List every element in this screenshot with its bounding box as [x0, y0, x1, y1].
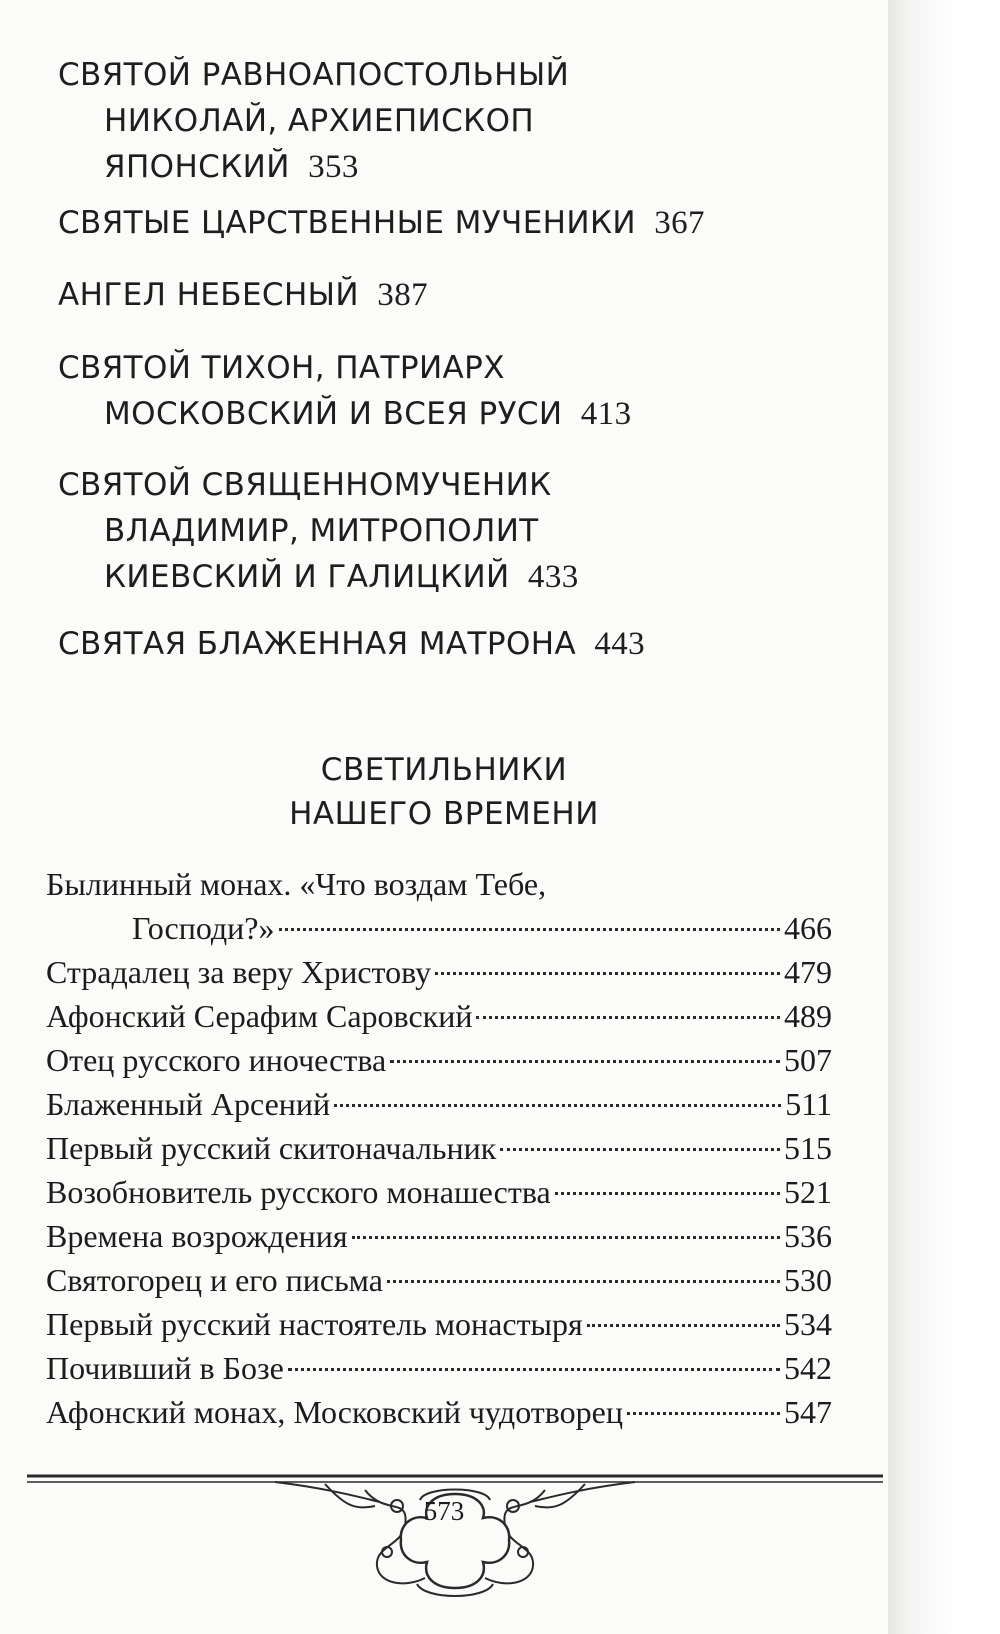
toc-entry-line — [46, 862, 832, 906]
toc-section-line: ЯПОНСКИЙ — [104, 149, 290, 185]
toc-page-number: 353 — [308, 149, 359, 185]
toc-entry-title: Святогорец и его письма — [46, 1262, 383, 1298]
page-number: 573 — [423, 1496, 465, 1526]
page-edge-shadow — [888, 0, 1000, 1634]
toc-section-line: МОСКОВСКИЙ И ВСЕЯ РУСИ — [104, 396, 563, 432]
dot-leader — [627, 1412, 780, 1415]
toc-entry-title: Господи?» — [132, 910, 275, 946]
toc-page-number: 521 — [784, 1174, 832, 1210]
toc-entry — [46, 1346, 832, 1390]
toc-section-line: СВЯТАЯ БЛАЖЕННАЯ МАТРОНА — [58, 626, 577, 662]
toc-section-line: СВЯТОЙ РАВНОАПОСТОЛЬНЫЙ — [58, 57, 570, 93]
dot-leader — [279, 928, 781, 931]
toc-section-6 — [58, 621, 838, 667]
toc-entry-title: Страдалец за веру Христову — [46, 954, 432, 990]
toc-section-3 — [58, 272, 838, 318]
toc-entry — [46, 994, 832, 1038]
dot-leader — [390, 1060, 780, 1063]
dot-leader — [352, 1236, 780, 1239]
toc-page-number: 466 — [784, 910, 832, 946]
toc-entry-title: Первый русский скитоначальник — [46, 1130, 497, 1166]
toc-page-number: 534 — [784, 1306, 832, 1342]
dot-leader — [555, 1192, 780, 1195]
toc-entry — [46, 1038, 832, 1082]
toc-entry — [46, 1214, 832, 1258]
toc-entry — [46, 1126, 832, 1170]
toc-page-number: 367 — [654, 205, 705, 241]
dot-leader — [387, 1280, 780, 1283]
dot-leader — [500, 1148, 780, 1151]
chapter-heading-line: НАШЕГО ВРЕМЕНИ — [289, 796, 599, 832]
toc-page-number: 515 — [784, 1130, 832, 1166]
toc-entry-title: Былинный монах. «Что воздам Тебе, — [46, 866, 547, 902]
toc-section-line: ВЛАДИМИР, МИТРОПОЛИТ — [104, 513, 539, 549]
chapter-heading — [0, 748, 888, 836]
toc-entry-title: Отец русского иночества — [46, 1042, 387, 1078]
toc-section-1 — [58, 52, 838, 190]
toc-section-line: КИЕВСКИЙ И ГАЛИЦКИЙ — [104, 559, 510, 595]
toc-section-5 — [58, 462, 838, 600]
toc-entries — [46, 862, 832, 1434]
toc-section-line: АНГЕЛ НЕБЕСНЫЙ — [58, 277, 360, 313]
toc-page-number: 507 — [784, 1042, 832, 1078]
toc-section-row — [58, 144, 838, 190]
toc-page-number: 542 — [784, 1350, 832, 1386]
toc-entry-title: Времена возрождения — [46, 1218, 348, 1254]
toc-entry — [46, 1082, 832, 1126]
dot-leader — [334, 1104, 781, 1107]
toc-section-row — [58, 391, 838, 437]
toc-entry — [46, 1258, 832, 1302]
toc-page-number: 387 — [377, 277, 428, 313]
dot-leader — [587, 1324, 780, 1327]
toc-section-row — [58, 200, 838, 246]
toc-section-row — [58, 554, 838, 600]
toc-page-number: 413 — [580, 396, 632, 432]
toc-page-number: 489 — [784, 998, 832, 1034]
toc-page-number: 547 — [784, 1394, 832, 1430]
ornament-divider — [25, 1466, 885, 1606]
toc-section-line: СВЯТЫЕ ЦАРСТВЕННЫЕ МУЧЕНИКИ — [58, 205, 636, 241]
toc-section-row — [58, 621, 838, 667]
toc-page-number: 433 — [527, 559, 579, 595]
toc-entry — [46, 950, 832, 994]
toc-page-number: 443 — [594, 626, 646, 662]
toc-page-number: 511 — [785, 1086, 832, 1122]
toc-section-4 — [58, 345, 838, 437]
dot-leader — [288, 1368, 780, 1371]
toc-section-row — [58, 272, 838, 318]
toc-entry-title: Почивший в Бозе — [46, 1350, 284, 1386]
chapter-heading-line: СВЕТИЛЬНИКИ — [320, 752, 568, 788]
toc-section-line: СВЯТОЙ ТИХОН, ПАТРИАРХ — [58, 350, 505, 386]
dot-leader — [476, 1016, 780, 1019]
toc-section-line: СВЯТОЙ СВЯЩЕННОМУЧЕНИК — [58, 467, 552, 503]
toc-page-number: 479 — [784, 954, 832, 990]
toc-entry-title: Блаженный Арсений — [46, 1086, 331, 1122]
toc-entry-title: Афонский Серафим Саровский — [46, 998, 473, 1034]
toc-page-number: 536 — [784, 1218, 832, 1254]
toc-entry-title: Первый русский настоятель монастыря — [46, 1306, 583, 1342]
toc-entry — [46, 906, 832, 950]
toc-section-line: НИКОЛАЙ, АРХИЕПИСКОП — [104, 103, 535, 139]
toc-entry — [46, 1390, 832, 1434]
dot-leader — [435, 972, 780, 975]
toc-page-number: 530 — [784, 1262, 832, 1298]
toc-entry — [46, 1302, 832, 1346]
toc-entry-title: Афонский монах, Московский чудотворец — [46, 1394, 623, 1430]
toc-entry-title: Возобновитель русского монашества — [46, 1174, 551, 1210]
toc-entry — [46, 1170, 832, 1214]
toc-section-2 — [58, 200, 838, 246]
